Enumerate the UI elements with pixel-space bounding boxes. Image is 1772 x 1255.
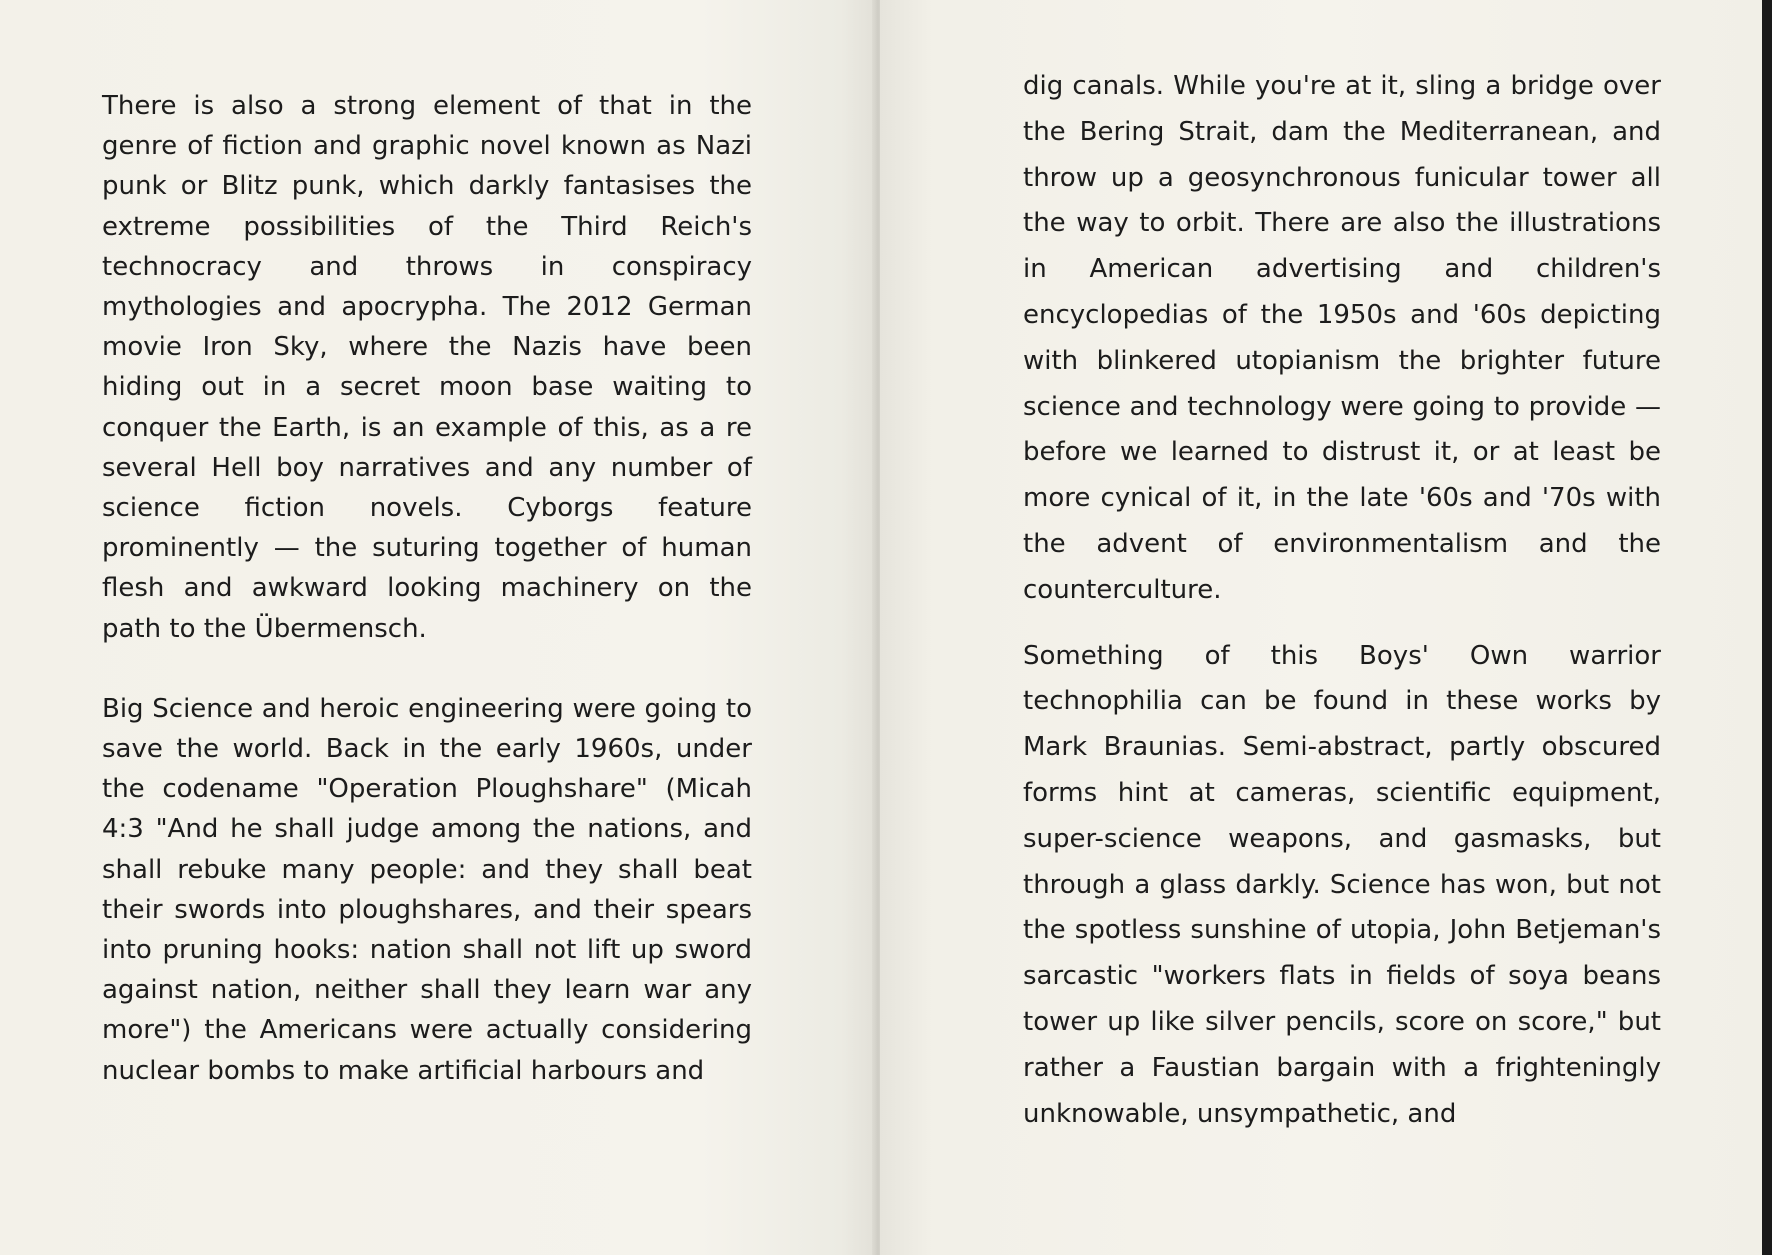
left-page: [0, 0, 876, 1255]
left-paragraph-1: There is also a strong element of that in the genre of fiction and graphic novel known as Nazi punk or Blitz punk, which darkly fantasises the extreme possibilities of the Third Reich's technocracy and throws in conspiracy mythologies and apocrypha. The 2012 German movie Iron Sky, where the Nazis have been hiding out in a secret moon base waiting to conquer the Earth, is an example of this, as a re several Hell boy narratives and any number of science fiction novels. Cyborgs feature prominently — the suturing together of human flesh and awkward looking machinery on the path to the Übermensch.: [102, 91, 752, 644]
right-paragraph-2: Something of this Boys' Own warrior technophilia can be found in these works by Mark Braunias. Semi-abstract, partly obscured forms hint at cameras, scientific equipment, super-science weapons, and gasmasks, but through a glass darkly. Science has won, but not the spotless sunshine of utopia, John Betjeman's sarcastic "workers flats in fields of soya beans tower up like silver pencils, score on score," but rather a Faustian bargain with a frighteningly unknowable, unsympathetic, and: [1023, 640, 1661, 1129]
right-paragraph-1: dig canals. While you're at it, sling a bridge over the Bering Strait, dam the Mediterranean, and throw up a geosynchronous funicular tower all the way to orbit. There are also the illustrations in American advertising and children's encyclopedias of the 1950s and '60s depicting with blinkered utopianism the brighter future science and technology were going to provide — before we learned to distrust it, or at least be more cynical of it, in the late '60s and '70s with the advent of environmentalism and the counterculture.: [1023, 71, 1661, 605]
right-page-text: [1023, 64, 1661, 1137]
scan-edge: [1762, 0, 1772, 1255]
left-page-text: [102, 86, 752, 1091]
left-paragraph-2: Big Science and heroic engineering were going to save the world. Back in the early 1960s, under the codename "Operation Ploughshare" (Micah 4:3 "And he shall judge among the nations, and shall rebuke many people: and they shall beat their swords into ploughshares, and their spears into pruning hooks: nation shall not lift up sword against nation, neither shall they learn war any more") the Americans were actually considering nuclear bombs to make artificial harbours and: [102, 693, 752, 1086]
